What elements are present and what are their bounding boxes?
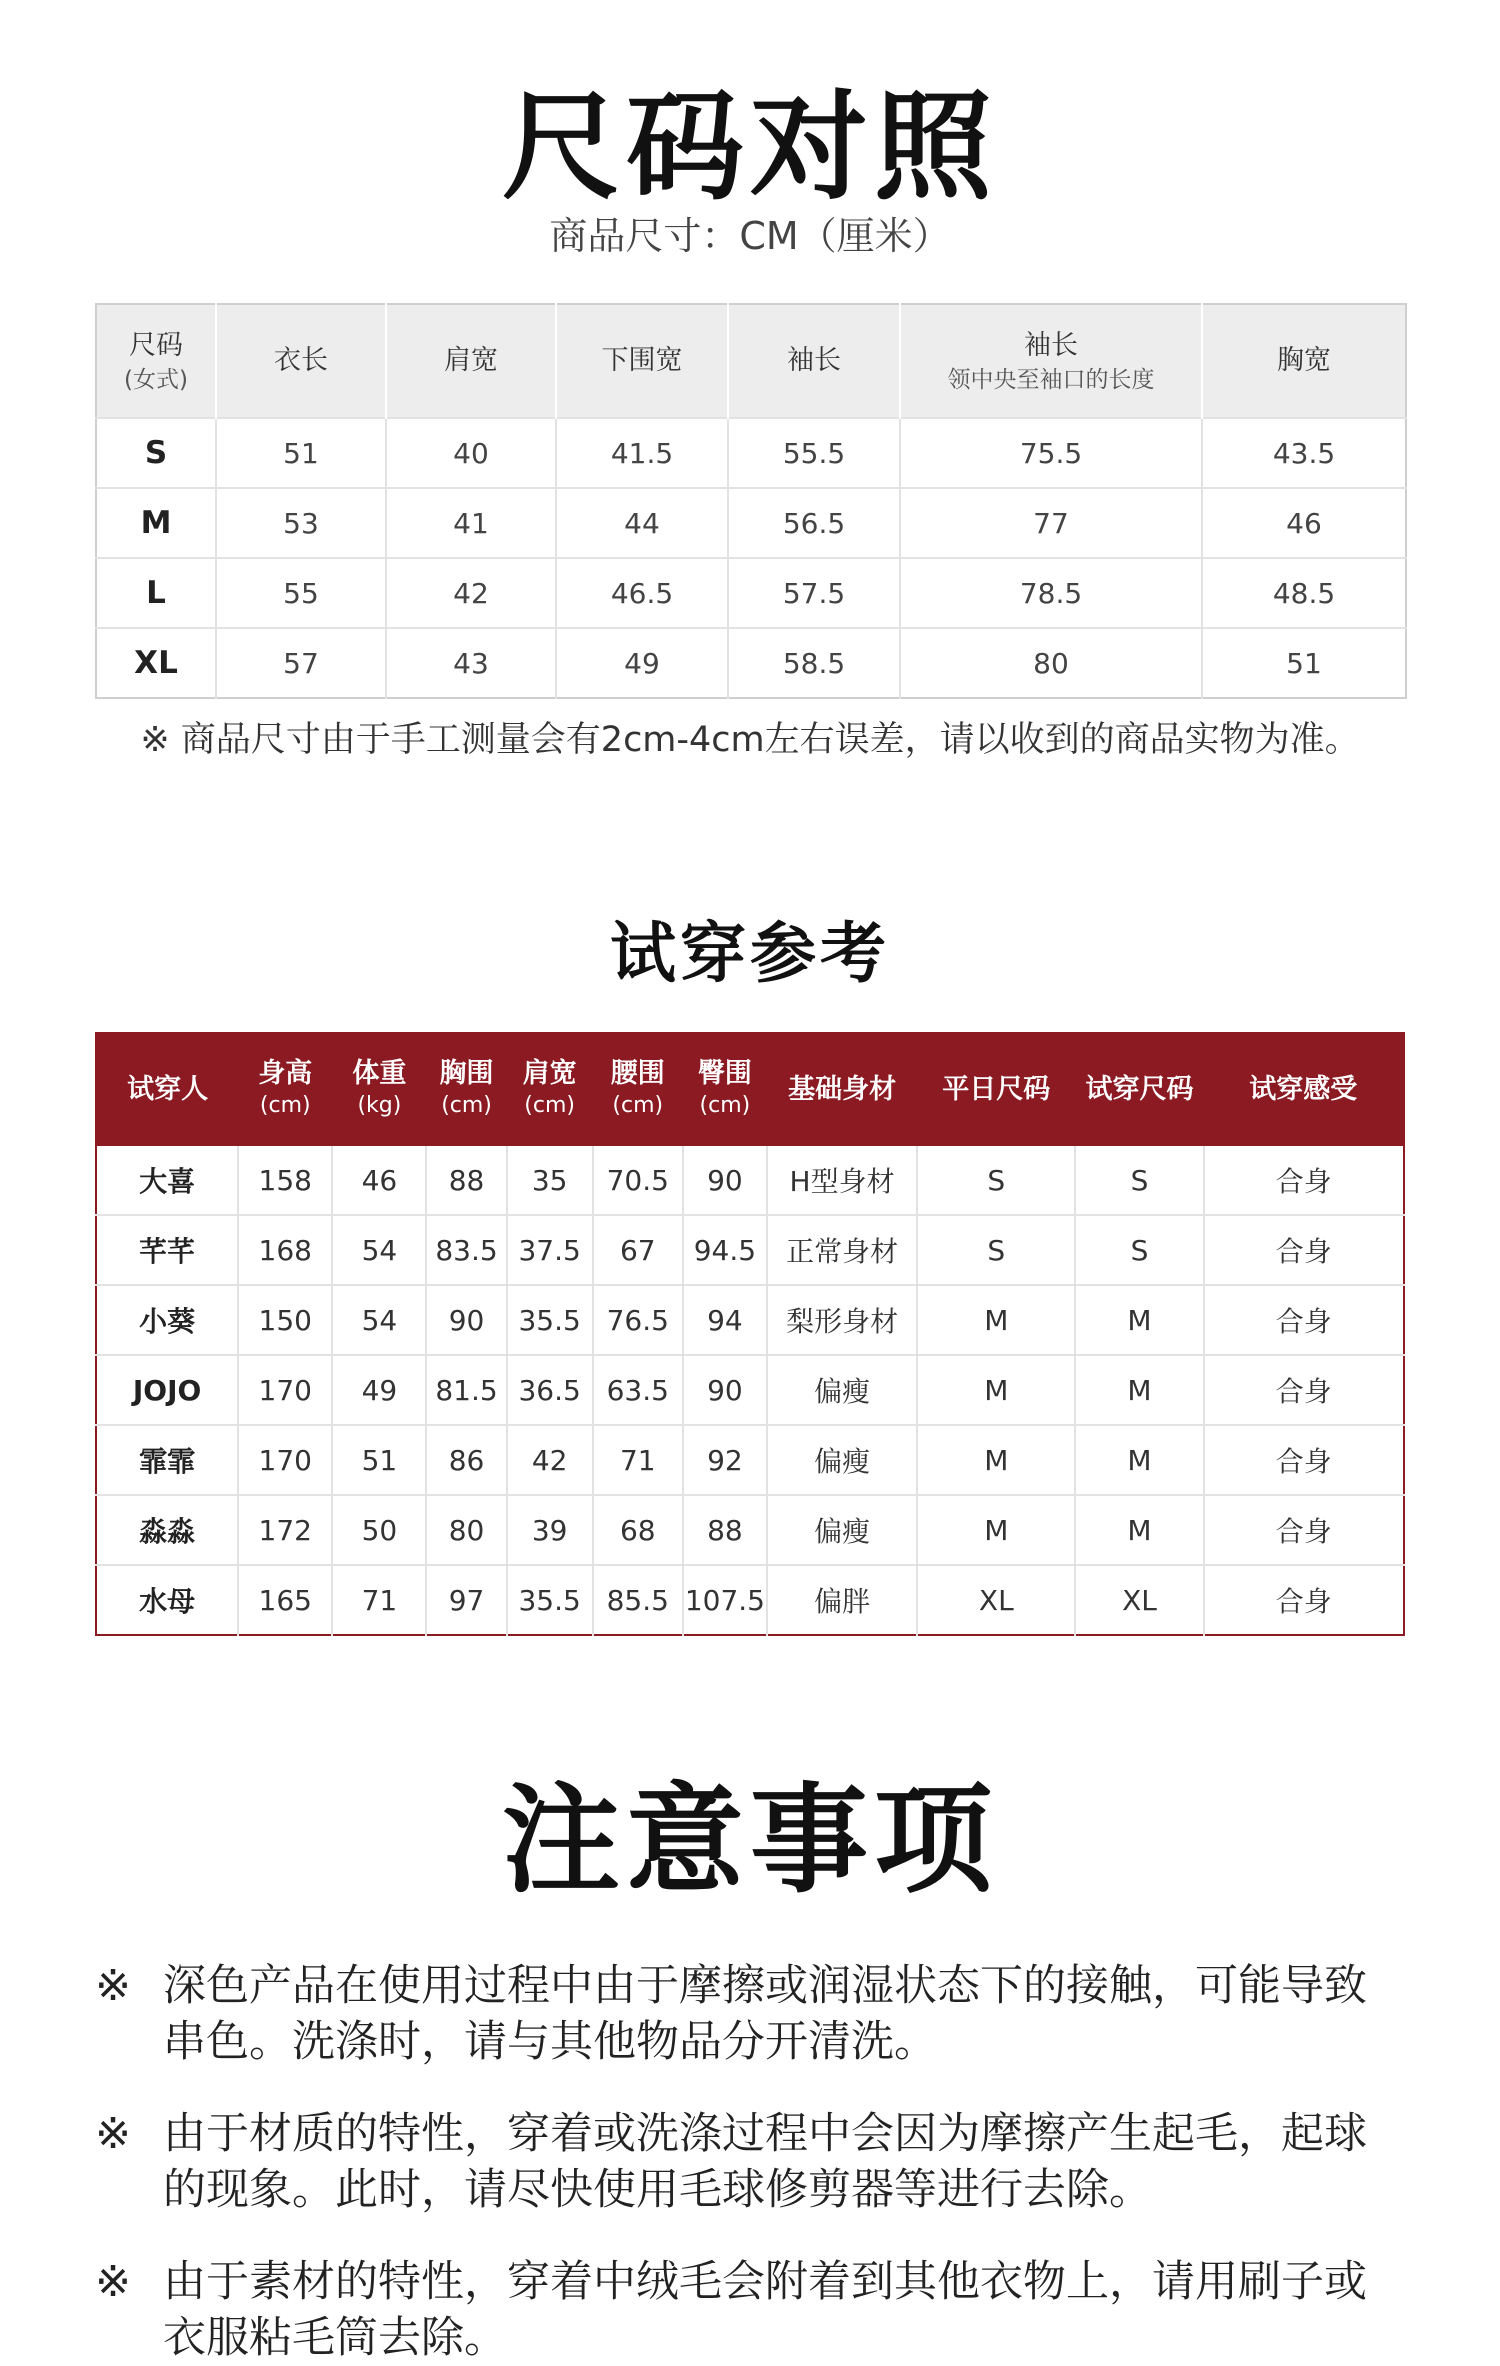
fit-value-cell: M: [1075, 1425, 1203, 1495]
measurement-note: ※ 商品尺寸由于手工测量会有2cm-4cm左右误差，请以收到的商品实物为准。: [140, 720, 1360, 760]
fit-value-cell: 合身: [1275, 1165, 1332, 1198]
size-value-cell: 42: [386, 558, 556, 628]
fit-value-cell: M: [917, 1495, 1075, 1565]
fit-value-cell: 偏瘦: [767, 1425, 917, 1495]
fit-value-cell: 63.5: [593, 1355, 683, 1425]
fit-value-cell: 54: [332, 1215, 426, 1285]
fit-value-cell: M: [1075, 1355, 1203, 1425]
size-value-cell: 51: [1202, 628, 1406, 698]
fit-header-cell: 身高 (cm): [238, 1033, 332, 1146]
reference-mark-icon: ※: [95, 2257, 132, 2307]
tester-name-cell: 芊芊: [96, 1215, 238, 1285]
tester-name-cell: JOJO: [96, 1355, 238, 1425]
fitting-reference-title: 试穿参考: [610, 915, 890, 992]
fit-header-cell: 肩宽 (cm): [507, 1033, 593, 1146]
fit-value-cell: 88: [683, 1495, 767, 1565]
fit-value-cell: 46: [332, 1146, 426, 1215]
fit-table-row: [96, 1425, 1404, 1495]
fit-value-cell: S: [1075, 1215, 1203, 1285]
fit-value-cell: 偏瘦: [767, 1355, 917, 1425]
fit-header-cell: 试穿人: [96, 1033, 238, 1146]
size-label-cell: S: [96, 418, 216, 488]
size-value-cell: 56.5: [728, 488, 900, 558]
fit-value-cell: 合身: [1204, 1495, 1404, 1565]
fit-value-cell: M: [1075, 1495, 1203, 1565]
size-header-cell: 袖长 领中央至袖口的长度: [900, 304, 1202, 418]
notice-title: 注意事项: [501, 1771, 998, 1909]
size-value-cell: 77: [900, 488, 1202, 558]
fit-table-header-row: [96, 1033, 1404, 1146]
size-value-cell: 44: [556, 488, 728, 558]
fit-value-cell: 71: [332, 1565, 426, 1635]
size-value-cell: 80: [900, 628, 1202, 698]
fit-table-row: [96, 1355, 1404, 1425]
size-label-cell: L: [96, 558, 216, 628]
size-value-cell: 75.5: [900, 418, 1202, 488]
tester-name-cell: 小葵: [96, 1285, 238, 1355]
fit-header-cell: 试穿尺码: [1075, 1033, 1203, 1146]
size-value-cell: 78.5: [900, 558, 1202, 628]
fit-value-cell: 165: [238, 1565, 332, 1635]
fit-value-cell: S: [1075, 1146, 1203, 1215]
size-header-cell: 下围宽: [556, 304, 728, 418]
notice-text: 由于素材的特性，穿着中绒毛会附着到其他衣物上，请用刷子或衣服粘毛筒去除。: [163, 2257, 1367, 2363]
fit-value-cell: M: [917, 1285, 1075, 1355]
fit-value-cell: 92: [683, 1425, 767, 1495]
fit-value-cell: M: [917, 1425, 1075, 1495]
size-table-row: [96, 488, 1406, 558]
size-header-cell: 肩宽: [386, 304, 556, 418]
fit-table-row: [96, 1495, 1404, 1565]
fit-value-cell: 172: [238, 1495, 332, 1565]
fit-value-cell: 170: [238, 1355, 332, 1425]
fit-value-cell: 83.5: [426, 1215, 506, 1285]
fit-value-cell: 168: [238, 1215, 332, 1285]
size-label-cell: XL: [96, 628, 216, 698]
tester-name-cell: 水母: [96, 1565, 238, 1635]
fit-value-cell: 90: [683, 1355, 767, 1425]
fit-value-cell: 合身: [1204, 1215, 1404, 1285]
size-value-cell: 43: [386, 628, 556, 698]
size-chart-table: [95, 303, 1407, 699]
fit-value-cell: 42: [507, 1425, 593, 1495]
size-value-cell: 41: [386, 488, 556, 558]
size-value-cell: 57: [216, 628, 386, 698]
fit-value-cell: 70.5: [593, 1146, 683, 1215]
fit-value-cell: 76.5: [593, 1285, 683, 1355]
size-table-row: [96, 628, 1406, 698]
size-header-cell: 袖长: [728, 304, 900, 418]
fit-value-cell: 81.5: [426, 1355, 506, 1425]
tester-name-cell: 大喜: [96, 1146, 238, 1215]
fit-value-cell: 67: [593, 1215, 683, 1285]
fitting-reference-table: [95, 1032, 1405, 1636]
size-chart-title: 尺码对照: [501, 78, 998, 216]
fit-value-cell: 90: [426, 1285, 506, 1355]
fit-header-cell: 腰围 (cm): [593, 1033, 683, 1146]
fit-table-row: [96, 1215, 1404, 1285]
fit-header-cell: 平日尺码: [917, 1033, 1075, 1146]
fit-value-cell: 54: [332, 1285, 426, 1355]
size-value-cell: 41.5: [556, 418, 728, 488]
fit-value-cell: 71: [593, 1425, 683, 1495]
notice-text: 深色产品在使用过程中由于摩擦或润湿状态下的接触，可能导致串色。洗涤时，请与其他物品分开清洗。: [163, 1961, 1367, 2067]
fit-value-cell: 35: [507, 1146, 593, 1215]
fit-table-row: [96, 1146, 1404, 1215]
fit-header-cell: 体重 (kg): [332, 1033, 426, 1146]
fit-header-cell: 基础身材: [767, 1033, 917, 1146]
notice-text: 由于材质的特性，穿着或洗涤过程中会因为摩擦产生起毛，起球的现象。此时，请尽快使用毛球修剪器等进行去除。: [163, 2109, 1367, 2215]
fit-value-cell: 49: [332, 1355, 426, 1425]
size-unit-subtitle: 商品尺寸：CM（厘米）: [549, 214, 951, 258]
fit-value-cell: 偏胖: [767, 1565, 917, 1635]
fit-header-cell: 试穿感受: [1204, 1033, 1404, 1146]
size-value-cell: 48.5: [1202, 558, 1406, 628]
fit-value-cell: 梨形身材: [767, 1285, 917, 1355]
fit-value-cell: 90: [683, 1146, 767, 1215]
notice-item: [95, 2254, 1405, 2366]
fit-value-cell: 68: [593, 1495, 683, 1565]
fit-value-cell: 94: [683, 1285, 767, 1355]
size-table-row: [96, 558, 1406, 628]
fit-value-cell: 合身: [1204, 1285, 1404, 1355]
fit-value-cell: 86: [426, 1425, 506, 1495]
size-header-cell: 胸宽: [1202, 304, 1406, 418]
size-value-cell: 57.5: [728, 558, 900, 628]
fit-value-cell: XL: [917, 1565, 1075, 1635]
notice-item: [95, 2106, 1405, 2218]
fit-value-cell: H型身材: [767, 1146, 917, 1215]
size-value-cell: 51: [216, 418, 386, 488]
size-label-cell: M: [96, 488, 216, 558]
fit-value-cell: 51: [332, 1425, 426, 1495]
fit-value-cell: M: [1075, 1285, 1203, 1355]
tester-name-cell: 霏霏: [96, 1425, 238, 1495]
fit-value-cell: 合身: [1204, 1565, 1404, 1635]
size-value-cell: 40: [386, 418, 556, 488]
fit-value-cell: 94.5: [683, 1215, 767, 1285]
size-value-cell: 58.5: [728, 628, 900, 698]
fit-value-cell: 85.5: [593, 1565, 683, 1635]
fit-value-cell: 97: [426, 1565, 506, 1635]
fit-table-row: [96, 1565, 1404, 1635]
fit-value-cell: 35.5: [507, 1565, 593, 1635]
size-value-cell: 46.5: [556, 558, 728, 628]
fit-value-cell: 50: [332, 1495, 426, 1565]
fit-value-cell: 合身: [1204, 1425, 1404, 1495]
size-value-cell: 55.5: [728, 418, 900, 488]
fit-value-cell: 170: [238, 1425, 332, 1495]
fit-value-cell: 偏瘦: [767, 1495, 917, 1565]
size-value-cell: 49: [556, 628, 728, 698]
fit-value-cell: 80: [426, 1495, 506, 1565]
size-value-cell: 55: [216, 558, 386, 628]
size-table-row: [96, 418, 1406, 488]
reference-mark-icon: ※: [95, 2109, 132, 2159]
size-value-cell: 46: [1202, 488, 1406, 558]
size-header-cell: 衣长: [216, 304, 386, 418]
reference-mark-icon: ※: [95, 1961, 132, 2011]
fit-value-cell: XL: [1075, 1565, 1203, 1635]
fit-header-cell: 臀围 (cm): [683, 1033, 767, 1146]
fit-value-cell: S: [917, 1146, 1075, 1215]
fit-value-cell: 88: [426, 1146, 506, 1215]
size-table-header-row: [96, 304, 1406, 418]
fit-value-cell: 合身: [1204, 1355, 1404, 1425]
fit-table-row: [96, 1285, 1404, 1355]
fit-value-cell: 158: [238, 1146, 332, 1215]
fit-header-cell: 胸围 (cm): [426, 1033, 506, 1146]
tester-name-cell: 淼淼: [96, 1495, 238, 1565]
fit-value-cell: S: [917, 1215, 1075, 1285]
fit-value-cell: 107.5: [683, 1565, 767, 1635]
size-value-cell: 43.5: [1202, 418, 1406, 488]
size-header-cell: 尺码 (女式): [96, 304, 216, 418]
fit-value-cell: M: [917, 1355, 1075, 1425]
size-value-cell: 53: [216, 488, 386, 558]
fit-value-cell: 39: [507, 1495, 593, 1565]
fit-value-cell: 150: [238, 1285, 332, 1355]
fit-value-cell: 35.5: [507, 1285, 593, 1355]
notice-item: [95, 1958, 1405, 2070]
fit-value-cell: 正常身材: [767, 1215, 917, 1285]
fit-value-cell: 36.5: [507, 1355, 593, 1425]
fit-value-cell: 37.5: [507, 1215, 593, 1285]
